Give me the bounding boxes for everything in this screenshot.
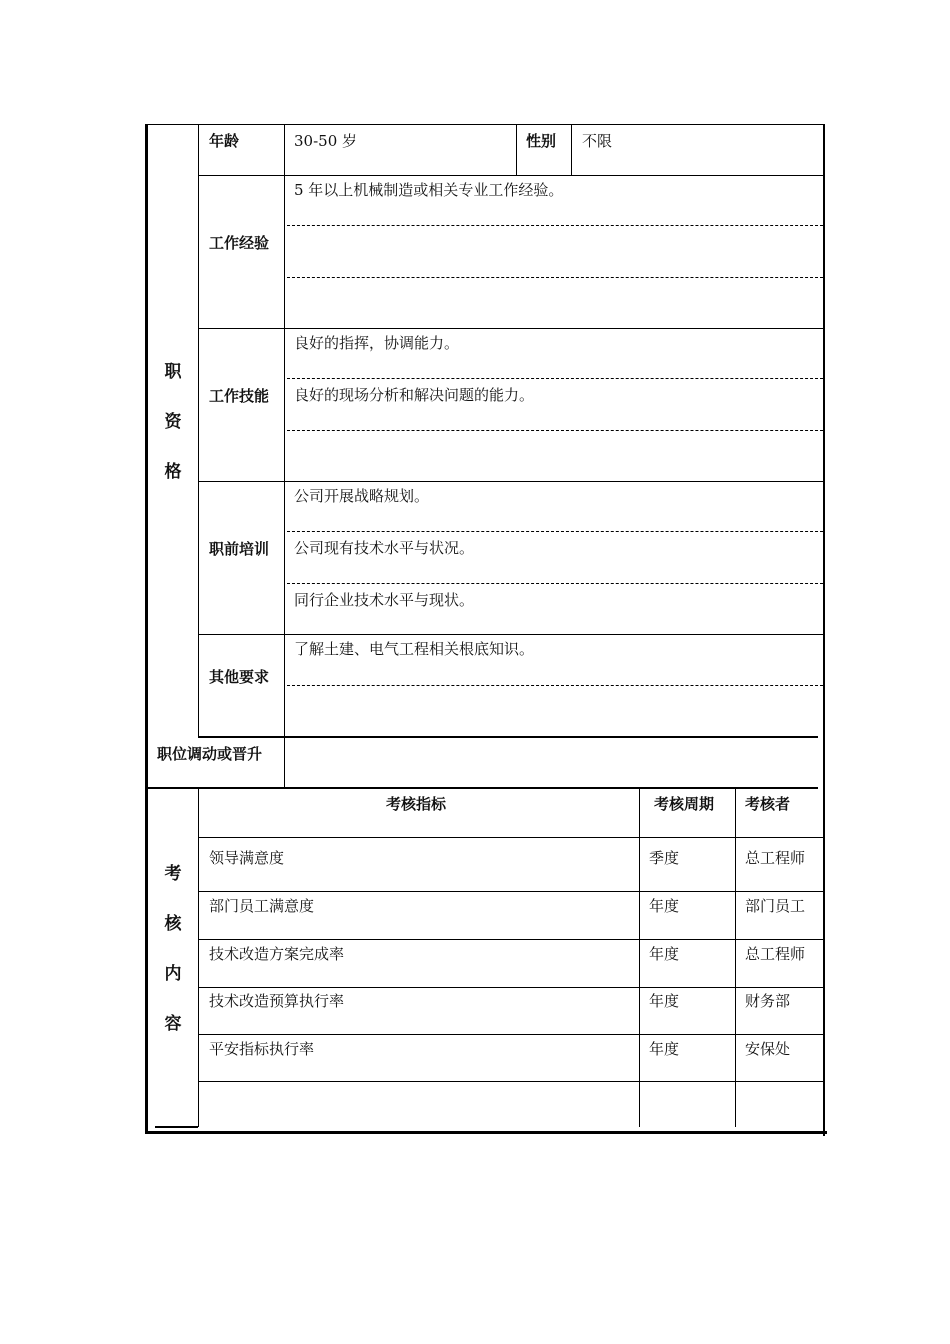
qualifications-section-label-char: 格 (164, 462, 182, 482)
assessment-period-cell: 年度 (649, 945, 680, 963)
training-line: 公司现有技术水平与状况。 (294, 539, 475, 557)
header-assessor: 考核者 (745, 795, 791, 813)
other-dash-line (287, 685, 823, 686)
other-requirements-label: 其他要求 (209, 668, 270, 686)
transfer-row-bottom-divider (145, 787, 818, 789)
training-dash-line (287, 531, 823, 532)
row-divider-age (198, 175, 824, 176)
assessment-row-divider (198, 939, 824, 940)
frame-bottom-border (145, 1131, 827, 1134)
training-line: 同行企业技术水平与现状。 (294, 591, 475, 609)
skills-dash-line (287, 378, 823, 379)
frame-left-border (145, 124, 148, 1134)
age-value: 30-50 岁 (294, 132, 358, 150)
assessment-assessor-cell: 财务部 (745, 992, 791, 1010)
assessment-period-cell: 季度 (649, 849, 680, 867)
transfer-column-divider (284, 738, 285, 789)
experience-line: 5 年以上机械制造或相关专业工作经验。 (294, 181, 564, 199)
training-dash-line (287, 583, 823, 584)
frame-right-border (823, 124, 825, 1136)
qualifications-section-label-char: 资 (164, 412, 182, 432)
training-line: 公司开展战略规划。 (294, 487, 430, 505)
assessment-period-cell: 年度 (649, 1040, 680, 1058)
assessment-indicator-cell: 平安指标执行率 (209, 1040, 315, 1058)
assessment-row-divider (198, 987, 824, 988)
row-divider-training (198, 634, 824, 635)
frame-top-border (145, 124, 825, 125)
gender-value: 不限 (582, 132, 613, 150)
assessment-label-column-divider (198, 789, 199, 1127)
assessment-section-label-char: 内 (164, 964, 182, 984)
assessment-indicator-cell: 技术改造预算执行率 (209, 992, 345, 1010)
skills-line: 良好的指挥，协调能力。 (294, 334, 460, 352)
gender-label: 性别 (526, 132, 557, 150)
row-divider-other (198, 736, 818, 738)
experience-label: 工作经验 (209, 234, 270, 252)
assessment-row-divider (198, 891, 824, 892)
transfer-label: 职位调动或晋升 (157, 745, 263, 763)
assessment-period-column-divider (639, 789, 640, 1127)
assessment-period-cell: 年度 (649, 992, 680, 1010)
qualifications-section-label-char: 职 (164, 362, 182, 382)
training-label: 职前培训 (209, 540, 270, 558)
assessment-section-label-char: 容 (164, 1014, 182, 1034)
assessment-period-cell: 年度 (649, 897, 680, 915)
assessment-assessor-cell: 总工程师 (745, 849, 806, 867)
skills-line: 良好的现场分析和解决问题的能力。 (294, 386, 535, 404)
assessment-assessor-cell: 安保处 (745, 1040, 791, 1058)
assessment-indicator-cell: 领导满意度 (209, 849, 285, 867)
assessment-row-divider (198, 1081, 824, 1082)
experience-dash-line (287, 277, 823, 278)
experience-dash-line (287, 225, 823, 226)
assessment-row-divider (198, 1034, 824, 1035)
assessment-section-label-char: 核 (164, 914, 182, 934)
assessment-row-divider (198, 837, 824, 838)
other-requirements-line: 了解土建、电气工程相关根底知识。 (294, 640, 535, 658)
qual-label-column-divider (198, 124, 199, 738)
row-divider-experience (198, 328, 824, 329)
assessment-section-label-char: 考 (164, 864, 182, 884)
assessment-assessor-cell: 部门员工 (745, 897, 806, 915)
assessment-assessor-cell: 总工程师 (745, 945, 806, 963)
header-indicator: 考核指标 (386, 795, 447, 813)
assessment-indicator-cell: 部门员工满意度 (209, 897, 315, 915)
assessment-assessor-column-divider (735, 789, 736, 1127)
skills-dash-line (287, 430, 823, 431)
age-label: 年龄 (209, 132, 240, 150)
header-period: 考核周期 (654, 795, 715, 813)
gender-label-left-divider (516, 124, 517, 175)
assessment-indicator-cell: 技术改造方案完成率 (209, 945, 345, 963)
assessment-label-bottom-bar (155, 1126, 198, 1128)
qual-field-column-divider (284, 124, 285, 738)
skills-label: 工作技能 (209, 387, 270, 405)
gender-label-right-divider (571, 124, 572, 175)
row-divider-skills (198, 481, 824, 482)
